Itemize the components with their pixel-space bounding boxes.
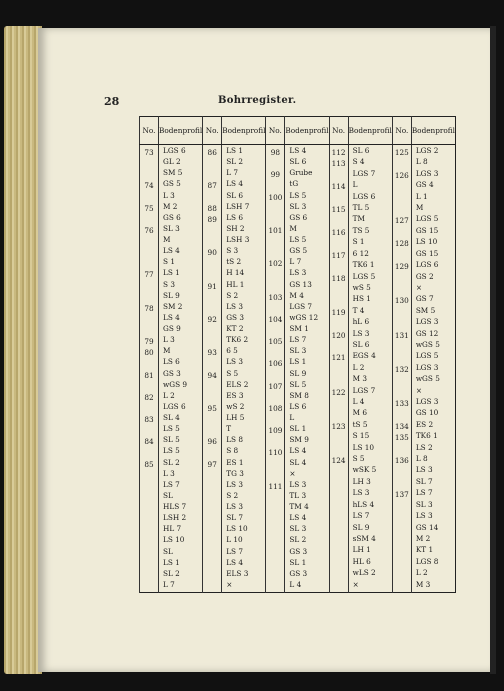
profile-entry: LS 7 [289,335,307,345]
profile-entry: LGS 6 [163,401,186,411]
profile-entry: L 4 [352,397,365,407]
profile-entry: M 4 [289,290,304,300]
bore-number: 137 [394,490,409,500]
profile-entry: L 3 [163,190,175,200]
profile-entry: LGS 7 [352,385,376,395]
profile-entry: × [289,468,296,478]
profile-entry: GS 15 [415,225,439,235]
profile-column [222,145,266,593]
profile-entry: LS 4 [163,246,180,256]
header-no: No. [203,117,222,145]
profile-entry: LS 3 [289,479,307,489]
bore-number: 113 [331,159,346,169]
bore-number: 111 [268,481,283,491]
bore-number: 120 [331,330,346,340]
profile-entry: L 7 [226,168,239,178]
profile-entry: LGS 5 [415,214,439,224]
profile-entry: M 3 [415,579,431,589]
profile-entry: SL 2 [163,568,180,578]
bore-number: 108 [268,403,283,413]
profile-entry: L 2 [163,390,175,400]
profile-entry: L 8 [415,454,428,464]
profile-entry: S 4 [352,157,365,167]
profile-entry: LGS 7 [352,168,376,178]
profile-entry: wGS 5 [415,374,440,384]
profile-entry: 6 5 [226,346,238,356]
profile-entry: SL 4 [163,413,180,422]
profile-entry: L 8 [415,157,428,167]
bore-number: 126 [394,170,409,180]
profile-entry: LS 3 [289,268,307,278]
profile-entry: SL [163,546,173,556]
profile-entry: L 3 [163,335,175,345]
bore-number: 75 [144,203,154,213]
header-no: No. [329,117,348,145]
bore-number: 122 [331,387,346,397]
bore-number: 124 [331,456,346,466]
number-column [140,145,159,593]
profile-entry: SL 6 [352,339,370,349]
bore-number: 89 [207,214,217,224]
profile-entry: GS 12 [415,328,439,338]
profile-entry: LS 3 [352,328,370,338]
bore-number: 134 [394,421,409,431]
profile-entry: LS 3 [415,465,433,475]
profile-entry: SL 6 [289,157,307,167]
bore-number: 127 [394,216,409,226]
profile-entry: HLS 7 [163,502,187,511]
profile-entry: SL 3 [289,201,307,211]
bore-number: 80 [144,348,154,358]
profile-entry: SL 2 [163,457,180,467]
bore-number: 128 [394,239,409,249]
profile-entry: × [352,579,359,589]
profile-entry: S 1 [352,237,365,247]
profile-entry: LGS 5 [352,271,376,281]
bore-number: 82 [144,392,154,402]
profile-entry: L 3 [163,468,175,478]
number-column [392,145,411,593]
profile-entry: SL 7 [415,476,433,486]
profile-column [348,145,392,593]
profile-entry: sSM 4 [352,533,376,543]
bore-number: 136 [394,456,409,466]
profile-entry: ELS 3 [226,568,249,578]
profile-entry: KT 1 [415,545,434,555]
profile-entry: SL 9 [163,290,180,300]
bore-number: 121 [331,353,346,363]
profile-entry: GS 14 [415,522,439,532]
profile-entry: × [415,282,422,292]
page-title: Bohrregister. [218,95,297,106]
profile-entry: SL 1 [289,557,307,567]
bore-number: 88 [207,203,217,213]
bore-number: 92 [207,314,217,324]
profile-column [159,145,203,593]
bore-number: 105 [268,337,283,347]
profile-entry: wLS 2 [352,568,376,578]
profile-entry: SL 2 [226,157,244,167]
profile-entry: wGS 5 [415,339,440,349]
profile-entry: ES 2 [415,419,434,429]
profile-entry: SM 1 [289,324,309,333]
profile-entry: S 5 [352,454,365,464]
profile-entry: TL 5 [352,203,370,213]
bore-number: 132 [394,364,409,374]
profile-entry: SL 3 [163,223,180,233]
profile-entry: S 2 [226,490,239,500]
profile-entry: SL 1 [289,424,307,434]
profile-entry: LS 4 [163,312,180,322]
profile-entry: ELS 2 [226,379,249,389]
bore-number: 95 [207,403,217,413]
profile-entry: SL 2 [289,535,307,545]
profile-entry: S 3 [226,246,239,256]
profile-entry: SL 3 [415,499,433,509]
profile-entry: LGS 3 [415,362,439,372]
profile-entry: LS 5 [289,235,307,244]
profile-entry: LGS 2 [415,146,439,155]
profile-entry: LH 1 [352,545,371,555]
profile-entry: LS 4 [289,146,307,155]
page-edges [4,26,42,674]
profile-entry: LS 4 [226,179,244,189]
profile-column [411,145,455,593]
bore-number: 135 [394,433,409,443]
profile-entry: M [163,235,171,244]
profile-entry: 6 12 [352,248,369,258]
profile-entry: hLS 4 [352,499,375,509]
profile-entry: L 2 [415,568,428,578]
profile-entry: GS 3 [226,312,244,322]
profile-entry: HL 7 [163,524,182,534]
profile-entry: SM 5 [415,305,436,315]
profile-entry: × [226,579,233,589]
bore-number: 96 [207,437,217,447]
profile-entry: LS 1 [163,268,180,278]
profile-entry: HL 6 [352,556,371,566]
profile-entry: LS 5 [289,190,307,200]
profile-entry: EGS 4 [352,351,376,361]
header-no: No. [140,117,159,145]
profile-entry: L 7 [289,257,302,267]
profile-entry: SM 9 [289,435,309,445]
profile-entry: LSH 2 [163,513,187,523]
bore-number: 130 [394,296,409,306]
profile-entry: LS 3 [352,488,370,498]
profile-entry: SL 9 [289,368,307,378]
profile-entry: SL 5 [289,379,307,389]
profile-entry: Grube [289,168,313,178]
profile-entry: LS 3 [226,479,244,489]
bore-number: 119 [331,307,346,317]
header-profile: Bodenprofil [285,117,329,145]
profile-entry: L [352,180,358,190]
number-column [266,145,285,593]
profile-entry: LS 3 [415,511,433,521]
header-profile: Bodenprofil [411,117,455,145]
profile-entry: S 2 [226,290,239,300]
profile-entry: GS 6 [163,212,181,222]
number-column [203,145,222,593]
profile-entry: LH 5 [226,413,245,422]
profile-entry: tG [289,179,299,189]
bore-number: 79 [144,337,154,347]
profile-entry: ES 3 [226,390,244,400]
bore-number: 101 [268,225,283,235]
profile-entry: M 3 [352,374,368,384]
number-column [329,145,348,593]
bore-number: 123 [331,421,346,431]
bore-register-table [139,116,456,593]
profile-entry: LS 4 [226,557,244,567]
profile-entry: M 6 [352,408,368,418]
bore-number: 116 [331,227,346,237]
profile-entry: TG 3 [226,468,244,478]
profile-entry: LS 6 [226,212,244,222]
bore-number: 131 [394,330,409,340]
profile-entry: LGS 6 [163,146,186,155]
profile-entry: T 4 [352,305,365,315]
profile-entry: wS 5 [352,282,371,292]
profile-entry: LH 3 [352,476,371,486]
profile-entry: LS 4 [289,513,307,523]
profile-entry: GS 2 [415,271,434,281]
bore-number: 91 [207,281,217,291]
profile-entry: LS 7 [352,511,370,521]
profile-column [285,145,329,593]
bore-number: 93 [207,348,217,358]
bore-number: 109 [268,426,283,436]
profile-entry: TK6 1 [352,260,375,270]
profile-entry: LSH 7 [226,201,250,211]
profile-entry: LS 3 [226,301,244,311]
profile-entry: LS 1 [163,557,180,567]
profile-entry: LS 3 [226,357,244,367]
bore-number: 118 [331,273,346,283]
profile-entry: LGS 6 [415,260,439,270]
bore-number: 87 [207,181,217,191]
header-profile: Bodenprofil [348,117,392,145]
profile-entry: LGS 3 [415,317,439,327]
profile-entry: TK6 2 [226,335,249,345]
profile-entry: TS 5 [352,225,370,235]
profile-entry: LGS 5 [415,351,439,361]
profile-entry: GS 4 [415,180,434,190]
profile-entry: × [415,385,422,395]
bore-number: 106 [268,359,283,369]
bore-number: 114 [331,182,346,192]
profile-entry: LGS 7 [289,301,313,311]
bore-number: 94 [207,370,217,380]
profile-entry: LS 7 [226,546,244,556]
profile-entry: SM 2 [163,301,183,311]
profile-entry: LGS 6 [352,191,376,201]
profile-entry: wSK 5 [352,465,377,475]
bore-number: 102 [268,259,283,269]
bore-number: 78 [144,303,154,313]
bore-number: 110 [268,448,283,458]
profile-entry: M [415,203,424,213]
page-number: 28 [104,95,120,108]
profile-entry: LS 5 [163,424,180,434]
profile-entry: GS 5 [163,179,181,189]
profile-entry: tS 5 [352,419,368,429]
bore-number: 81 [144,370,154,380]
profile-entry: M 2 [415,533,431,543]
profile-entry: S 8 [226,446,239,456]
profile-entry: M [289,223,297,233]
profile-entry: LS 4 [289,446,307,456]
profile-entry: GS 6 [289,212,308,222]
profile-entry: HS 1 [352,294,371,304]
bore-number: 86 [207,148,217,157]
profile-entry: TK6 1 [415,431,438,441]
profile-entry: TL 3 [289,490,307,500]
profile-entry: LS 10 [163,535,185,545]
profile-entry: LS 6 [289,401,307,411]
profile-entry: ES 1 [226,457,244,467]
profile-entry: S 1 [163,257,175,267]
header-no: No. [392,117,411,145]
profile-entry: LGS 3 [415,397,439,407]
profile-entry: TM 4 [289,502,309,511]
bore-number: 107 [268,381,283,391]
bore-number: 125 [394,148,409,157]
profile-entry: GS 5 [289,246,308,256]
profile-entry: LS 1 [289,357,307,367]
profile-entry: SH 2 [226,223,245,233]
bore-number: 97 [207,459,217,469]
profile-entry: L 1 [415,191,428,201]
profile-entry: GS 9 [163,324,181,333]
profile-entry: H 14 [226,268,245,278]
bore-number: 133 [394,399,409,409]
bore-number: 100 [268,192,283,202]
profile-entry: M 2 [163,201,178,211]
bore-number: 115 [331,205,346,215]
bore-number: 90 [207,248,217,258]
profile-entry: L 10 [226,535,243,545]
profile-entry: tS 2 [226,257,242,267]
profile-entry: SL 3 [289,346,307,356]
bore-number: 99 [270,170,281,180]
profile-entry: HL 1 [226,279,245,289]
profile-entry: S 3 [163,279,175,289]
bore-number: 104 [268,314,283,324]
profile-entry: wGS 12 [289,312,319,322]
profile-entry: SM 8 [289,390,309,400]
profile-entry: SL 9 [352,522,370,532]
profile-entry: GS 15 [415,248,439,258]
bore-number: 129 [394,262,409,272]
profile-entry: SL 5 [163,435,180,445]
profile-entry: LS 6 [163,357,180,367]
bore-number: 83 [144,415,154,424]
bore-number: 84 [144,437,154,447]
profile-entry: GS 3 [163,368,181,378]
header-no: No. [266,117,285,145]
profile-entry: GS 7 [415,294,434,304]
profile-entry: SL 4 [289,457,307,467]
profile-entry: L 7 [163,579,175,589]
profile-entry: LS 5 [163,446,180,456]
bore-number: 74 [144,181,154,191]
profile-entry: LS 1 [226,146,244,155]
table-body-row [140,145,456,593]
profile-entry: S 5 [226,368,239,378]
header-profile: Bodenprofil [222,117,266,145]
profile-entry: T [226,424,232,434]
header-row [140,117,456,145]
profile-entry: GS 13 [289,279,312,289]
profile-entry: LS 10 [352,442,375,452]
header-profile: Bodenprofil [159,117,203,145]
bore-number: 112 [331,148,346,157]
profile-entry: GL 2 [163,157,181,167]
profile-entry: GS 3 [289,568,308,578]
profile-entry: LS 3 [226,502,244,511]
bore-number: 117 [331,250,346,260]
profile-entry: wS 2 [226,401,245,411]
profile-entry: LS 10 [226,524,248,534]
profile-entry: SL 6 [226,190,244,200]
profile-entry: LSH 3 [226,235,250,244]
profile-entry: L 2 [352,362,365,372]
profile-entry: SL 6 [352,146,370,155]
binding-gap [490,26,496,674]
profile-entry: L 4 [289,579,302,589]
profile-entry: LS 7 [415,488,433,498]
bore-number: 76 [144,225,154,235]
profile-entry: TM [352,214,365,224]
profile-entry: L [289,413,295,422]
profile-entry: S 15 [352,431,370,441]
profile-entry: wGS 9 [163,379,188,389]
profile-entry: LGS 3 [415,168,439,178]
profile-entry: KT 2 [226,324,244,333]
profile-entry: LGS 8 [415,556,439,566]
profile-entry: LS 10 [415,237,438,247]
profile-entry: SL 7 [226,513,244,523]
profile-entry: M [163,346,171,356]
profile-entry: SL [163,490,173,500]
profile-entry: LS 7 [163,479,180,489]
bore-number: 73 [144,148,154,157]
profile-entry: hL 6 [352,317,370,327]
bore-number: 77 [144,270,154,280]
profile-entry: GS 3 [289,546,308,556]
profile-entry: SL 3 [289,524,307,534]
bore-number: 85 [144,459,154,469]
bore-number: 103 [268,292,283,302]
profile-entry: SM 5 [163,168,183,178]
profile-entry: GS 10 [415,408,439,418]
profile-entry: LS 8 [226,435,244,445]
profile-entry: LS 2 [415,442,433,452]
bore-number: 98 [270,148,281,157]
